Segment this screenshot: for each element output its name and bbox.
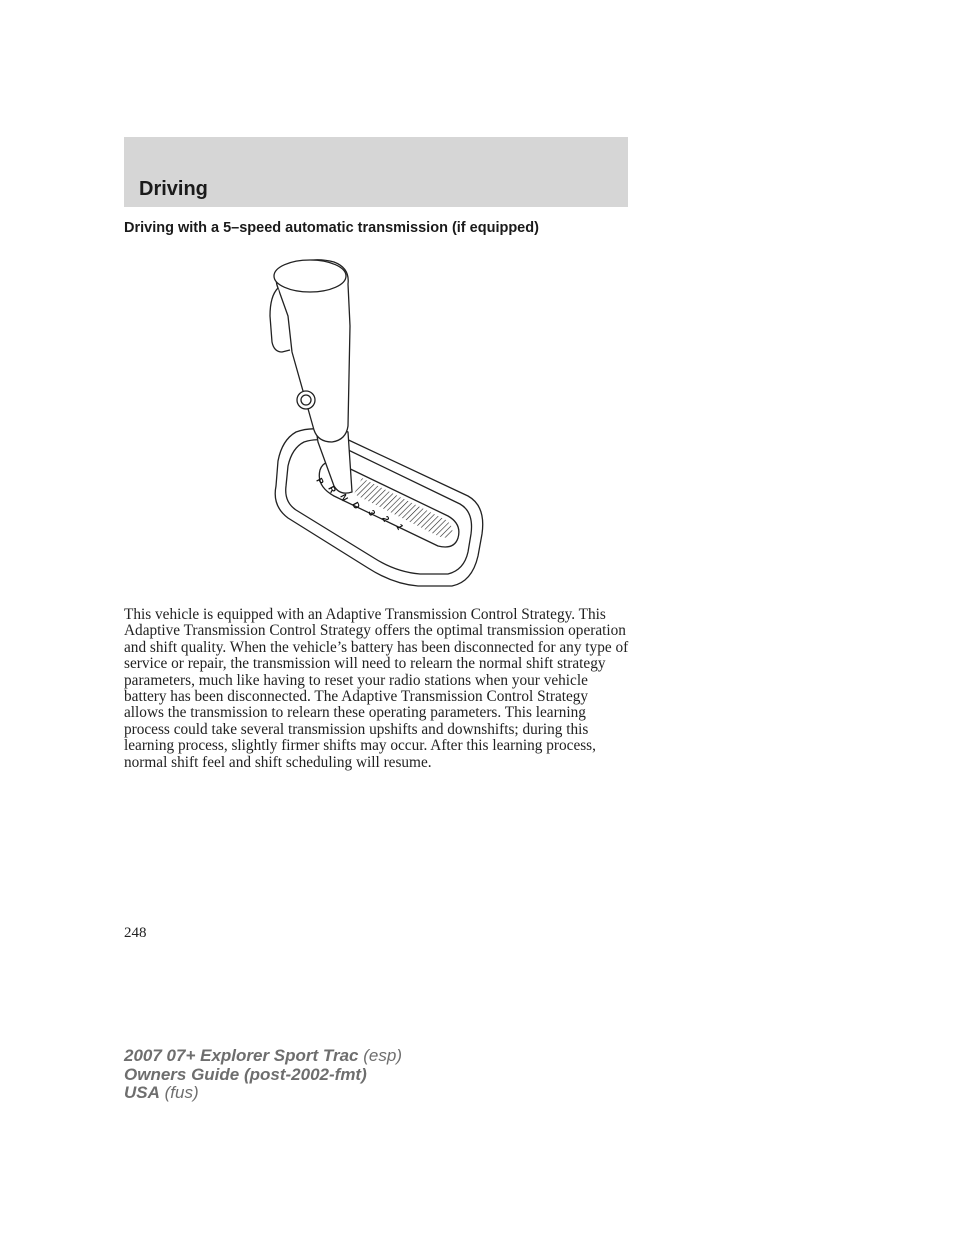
section-header-bar [124, 137, 628, 207]
footer-model: 2007 07+ Explorer Sport Trac [124, 1046, 359, 1065]
footer-market-code: (fus) [164, 1083, 199, 1102]
footer-model-code: (esp) [363, 1046, 402, 1065]
page-number: 248 [124, 925, 147, 941]
footer-line-3 [124, 1084, 402, 1103]
gear-label-n: N [338, 492, 351, 503]
footer-market: USA [124, 1083, 160, 1102]
gear-label-p: P [314, 476, 326, 487]
gear-label-r: R [326, 484, 339, 495]
gear-label-2: 2 [380, 514, 392, 524]
gear-label-1: 1 [394, 522, 406, 532]
footer-guide: Owners Guide (post-2002-fmt) [124, 1064, 367, 1084]
gear-label-3: 3 [366, 508, 378, 518]
footer-line-1 [124, 1047, 402, 1066]
automatic-gear-shifter-illustration [268, 256, 488, 588]
gear-label-d: D [350, 500, 363, 511]
body-paragraph: This vehicle is equipped with an Adaptive Transmission Control Strategy. This Adaptive Transmission Control Strategy offers the optimal transmission operation and shift quality. When the vehicle’s battery has been disconnected for any type of service or repair, the transmission will need to relearn the normal shift strategy parameters, much like having to reset your radio stations when your vehicle battery has been disconnected. The Adaptive Transmission Control Strategy allows the transmission to relearn these operating parameters. This learning process could take several transmission upshifts and downshifts; during this learning process, slightly firmer shifts may occur. After this learning process, normal shift feel and shift scheduling will resume. [124, 606, 629, 771]
document-footer [124, 1047, 402, 1103]
subheading: Driving with a 5–speed automatic transmission (if equipped) [124, 220, 539, 236]
section-title: Driving [139, 178, 208, 200]
footer-line-2 [124, 1066, 402, 1085]
